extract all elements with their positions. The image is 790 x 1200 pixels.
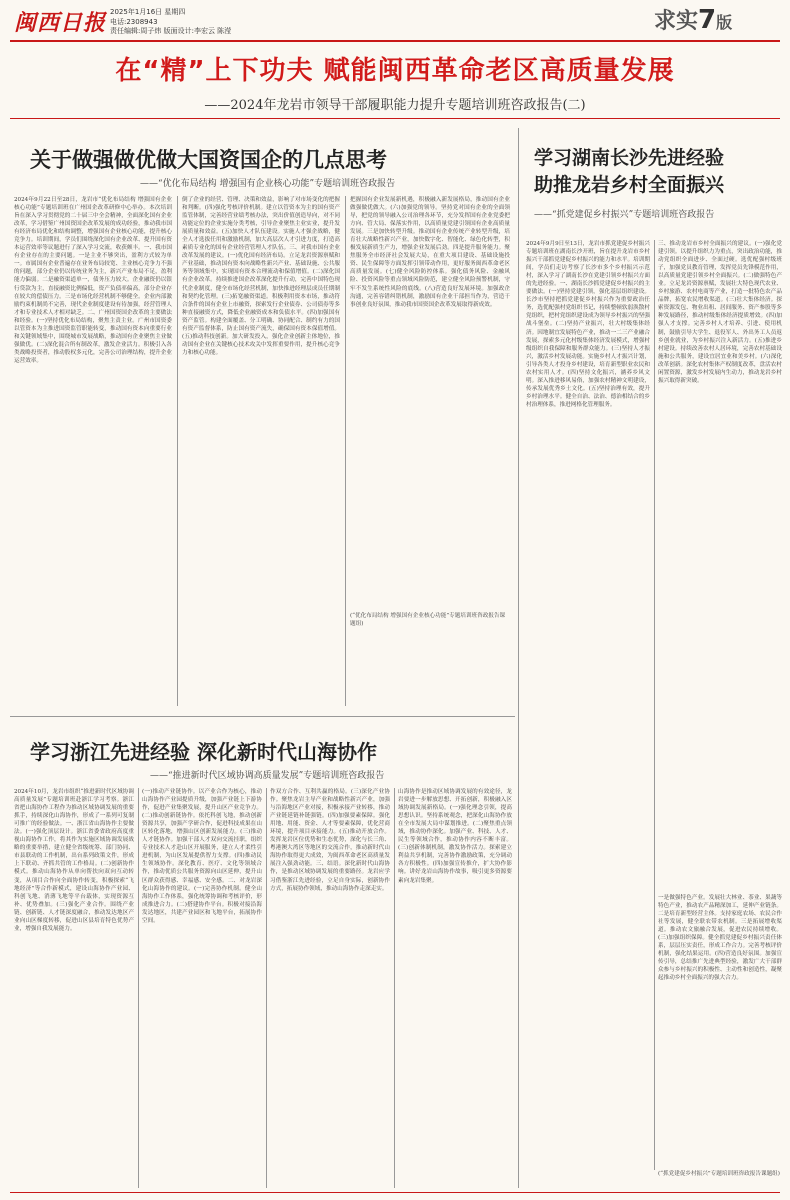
section-name: 求实	[654, 9, 699, 34]
section-rule	[10, 716, 515, 717]
article2-title-line1: 学习湖南长沙先进经验	[534, 147, 725, 169]
main-divider	[518, 128, 519, 1188]
masthead-rule	[10, 40, 780, 42]
article2-column-1: 2024年9月9日至13日，龙岩市抓党建促乡村振兴专题培训班在湖南长沙开班，旨在提升龙岩市乡村振兴干部抓党建促乡村振兴的能力和水平。培训期间，学员们走访考察了长沙市多个乡村振兴示范村，深入学习了湖南长沙在党建引领乡村振兴方面的先进经验。一、湖南长沙抓党建促乡村振兴的主要做法。(一)坚持党建引领，强化基层组织建设。长沙市坚持把抓党建促乡村振兴作为重要政治任务，选优配强村党组织书记，持续整顿软弱涣散村党组织，把村党组织建设成为领导乡村振兴的坚强战斗堡垒。(二)坚持产业振兴，壮大村级集体经济。因地制宜发展特色产业，推动一二三产业融合发展，探索多元化村级集体经济发展模式，增强村级组织自我保障和服务群众能力。(三)坚持人才振兴，激活乡村发展动能。实施乡村人才振兴计划，引导各类人才投身乡村建设，培育新型职业农民和农村实用人才。(四)坚持文化振兴，涵养乡风文明。深入推进移风易俗，加强农村精神文明建设，传承发展优秀乡土文化。(五)坚持治理有效，提升乡村治理水平。健全自治、法治、德治相结合的乡村治理体系，推进网格化管理服务。	[526, 241, 650, 408]
article3-column-1: 2024年10月，龙岩市组织“推进新时代区域协调高质量发展”专题培训班赴浙江学习考察。浙江省把山海协作工程作为推动区域协调发展的重要抓手，持续深化山海协作，形成了一系列可复制可推广的经验做法。一、浙江省山海协作主要做法。(一)强化顶层设计。浙江省委省政府高度重视山海协作工作，将其作为实施区域协调发展战略的重要举措，建立健全省级统筹、部门协同、市县联动的工作机制，出台系列政策文件，形成上下联动、齐抓共管的工作格局。(二)创新协作模式。推动山海协作从单向帮扶向双向互动转变，从项目合作向全面协作转变，积极探索“飞地经济”等合作新模式，建设山海协作产业园、科创飞地、消薄飞地等平台载体，实现资源互补、优势叠加。(三)强化产业合作。围绕产业链、创新链、人才链深度融合，推动发达地区产业向山区梯度转移，促进山区县培育特色优势产业，增强自我发展能力。	[14, 789, 134, 932]
section-header	[654, 4, 732, 35]
page-number: 7	[698, 5, 717, 35]
column-divider	[177, 196, 178, 706]
article1-column-3: 把握国有企业发展新机遇，积极融入新发展格局，推动国有企业做强做优做大。(六)加强党的领导。坚持党对国有企业的全面领导，把党的领导融入公司治理各环节，充分发挥国有企业党委把方向、管大局、保落实作用，以高质量党建引领国有企业高质量发展。三是加快转型升级。推动国有企业传统产业转型升级，培育壮大战略性新兴产业，加快数字化、智能化、绿色化转型，积极发展新质生产力，增强企业发展后劲。四是提升服务能力。聚焦服务全市经济社会发展大局，在重大项目建设、基础设施投资、民生保障等方面发挥引领带动作用，更好服务闽西革命老区高质量发展。(七)健全风险防控体系。强化债务风险、金融风险、投资风险等重点领域风险防范，建立健全风险预警机制，守牢不发生系统性风险的底线。(八)营造良好发展环境。加强政企沟通，完善容错纠错机制，激励国有企业干部担当作为，营造干事创业良好氛围，推动我市国资国企改革发展取得新成效。	[350, 197, 510, 308]
column-divider	[654, 240, 655, 1170]
article1-column-2: 倒了企业的经营、管理、决策和效益，影响了对市场变化的把握和判断。(四)强化考核评价机制。建立以管资本为主的国有资产监管体制，完善经营业绩考核办法，突出价值创造导向，对不同功能定位的企业实施分类考核，引导企业聚焦主业实业，提升发展质量和效益。(五)加快人才队伍建设。实施人才强企战略，健全人才选拔任用和激励机制，加大高层次人才引进力度，打造高素质专业化的国有企业经营管理人才队伍。三、对我市国有企业改革发展的建议。(一)优化国有经济布局。立足龙岩资源禀赋和产业基础，推动国有资本向战略性新兴产业、基础设施、公共服务等领域集中，实现国有资本合理流动和保值增值。(二)深化国有企业改革。持续推进国企改革深化提升行动，完善中国特色现代企业制度，健全市场化经营机制，加快推进经理层成员任期制和契约化管理。(三)拓宽融资渠道。积极利用资本市场，推动符合条件的国有企业上市融资，探索发行企业债券、公司债券等多种直接融资方式，降低企业融资成本和负债水平。(四)加强国有资产监管。构建全面覆盖、分工明确、协同配合、制约有力的国有资产监督体系，防止国有资产流失，确保国有资本保值增值。(五)推动科技创新。加大研发投入，强化企业创新主体地位，推动国有企业在关键核心技术攻关中发挥重要作用，提升核心竞争力和核心功能。	[182, 197, 340, 356]
issue-date: 2025年1月16日 星期四	[110, 8, 186, 16]
article2-subtitle: ——“抓党建促乡村振兴”专题培训班咨政报告	[534, 210, 715, 220]
page-bottom-rule	[10, 1192, 780, 1193]
article2-title	[534, 145, 724, 199]
article2-title-line2: 助推龙岩乡村全面振兴	[534, 174, 725, 196]
phone: 电话:2308943	[110, 17, 158, 26]
article3-column-4: 山海协作是推动区域协调发展的有效途径，龙岩要进一步解放思想、开拓创新，积极融入区域协调发展新格局。(一)强化理念引领，提高思想认识。坚持系统观念，把深化山海协作放在全市发展大局中谋划推进。(二)聚焦重点领域，推动协作深化。加强产业、科技、人才、民生等领域合作，推动协作内容不断丰富。(三)创新体制机制，激发协作活力。探索建立利益共享机制，完善协作激励政策，充分调动各方积极性。(四)加强宣传推介，扩大协作影响。讲好龙岩山海协作故事，吸引更多资源要素向龙岩集聚。	[398, 789, 512, 884]
article2-column-2: 三、推动龙岩市乡村全面振兴的建议。(一)强化党建引领。以提升组织力为重点，突出政治功能，推动党组织全面进步、全面过硬。选优配强村级班子，加强党员教育管理，发挥党员先锋模范作用，以高质量党建引领乡村全面振兴。(二)做强特色产业。立足龙岩资源禀赋，发展壮大特色现代农业、乡村旅游、农村电商等产业，打造一批特色农产品品牌，拓宽农民增收渠道。(三)壮大集体经济。探索资源发包、物业出租、居间服务、资产参股等多种发展路径，推动村级集体经济提质增效。(四)加强人才支撑。完善乡村人才培养、引进、使用机制，鼓励引导大学生、退役军人、外出务工人员返乡创业就业，为乡村振兴注入新活力。(五)推进乡村建设。持续改善农村人居环境，完善农村基础设施和公共服务，建设宜居宜业和美乡村。(六)深化改革创新。深化农村集体产权制度改革，盘活农村闲置资源，激发乡村发展内生动力，推动龙岩乡村振兴取得新突破。	[658, 241, 782, 384]
editors: 责任编辑:周子炜 版面设计:李宏云 陈滢	[110, 27, 232, 35]
article3-column-3: 作双方合作、互利共赢的格局。(三)深化产业协作。聚焦龙岩主导产业和战略性新兴产业，加强与沿海地区产业对接，积极承接产业转移，推动产业链延链补链强链。(四)加强要素保障。强化用地、用能、资金、人才等要素保障，优化营商环境，提升项目承接能力。(五)推动开放合作。发挥龙岩区位优势和生态优势，深化与长三角、粤港澳大湾区等地区的交流合作，推动新时代山海协作取得更大成效，为闽西革命老区高质量发展注入强劲动能。三、结语。深化新时代山海协作，是推动区域协调发展的重要路径。龙岩应学习借鉴浙江先进经验，立足自身实际，创新协作方式，拓展协作领域，推动山海协作走深走实。	[270, 789, 390, 892]
page-subheadline: ——2024年龙岩市领导干部履职能力提升专题培训班咨政报告(二)	[204, 98, 586, 113]
column-divider	[138, 788, 139, 1188]
column-divider	[394, 788, 395, 1188]
article1-column-1: 2024年9月22日至28日，龙岩市“优化布局结构 增强国有企业核心功能”专题培训班在广州国企改革研修中心举办。本次培训旨在深入学习贯彻党的二十届三中全会精神，全面深化国有企业改革，学习借鉴广州国资国企改革发展的成功经验，推动我市国有经济布局优化和结构调整，增强国有企业核心功能，提升核心竞争力。培训期间，学员们围绕深化国有企业改革、提升国有资本运营效率等议题进行了深入学习交流，收获颇丰。一、我市国有企业存在的主要问题。一是主业不够突出，盈利方式较为单一。市属国有企业普遍存在业务布局较宽、主业核心竞争力不强的问题，部分企业仍以传统业务为主，新兴产业布局不足，盈利能力偏弱。二是融资渠道单一，债务压力较大。企业融资仍以银行贷款为主，直接融资比例偏低，资产负债率偏高，部分企业存在较大的偿债压力。三是市场化经营机制不够健全。企业内部激励约束机制尚不完善，现代企业制度建设有待加强，经营管理人才和专业技术人才相对缺乏。二、广州国资国企改革的主要做法和经验。(一)坚持优化布局结构，聚焦主责主业。广州市国资委以管资本为主推进国资监管职能转变，推动国有资本向重要行业和关键领域集中，围绕城市发展战略，推动国有企业聚焦主业做强做优。(二)深化混合所有制改革，激发企业活力。积极引入各类战略投资者，推动股权多元化，完善公司治理结构，提升企业运营效率。	[14, 197, 172, 364]
article1-subtitle: ——“优化布局结构 增强国有企业核心功能”专题培训班咨政报告	[140, 179, 396, 189]
banner-rule	[10, 118, 780, 119]
article2-footnote: (“抓党建促乡村振兴”专题培训班咨政报告课题组)	[658, 1171, 780, 1177]
column-divider	[345, 196, 346, 706]
article1-footnote: (“优化布局结构 增强国有企业核心功能”专题培训班咨政报告课题组)	[350, 613, 506, 627]
page-headline: 在“精”上下功夫 赋能闽西革命老区高质量发展	[115, 56, 675, 86]
masthead-info	[110, 8, 231, 37]
newspaper-logo: 闽西日报	[14, 10, 107, 36]
article3-subtitle: ——“推进新时代区域协调高质量发展”专题培训班咨政报告	[150, 771, 385, 781]
article3-title: 学习浙江先进经验 深化新时代山海协作	[30, 740, 377, 764]
page-suffix: 版	[716, 13, 733, 32]
article1-title: 关于做强做优做大国资国企的几点思考	[30, 148, 387, 172]
article2-column-3: 一是做强特色产业。发展壮大林业、茶业、果蔬等特色产业，推动农产品精深加工，延伸产业链条。二是培育新型经营主体。支持家庭农场、农民合作社等发展，健全联农带农机制。三是拓展增收渠道。推动农文旅融合发展，促进农民持续增收。(三)加强组织保障。健全抓党建促乡村振兴责任体系，层层压实责任，形成工作合力。完善考核评价机制，强化结果运用。(四)营造良好氛围。加强宣传引导，总结推广先进典型经验，激发广大干部群众参与乡村振兴的积极性、主动性和创造性，凝聚起推动乡村全面振兴的强大合力。	[658, 895, 782, 982]
article3-column-2: (一)推动产业链协作。以产业合作为核心，推动山海协作产业园提质升级，加强产业链上下游协作，促进产业集聚发展，提升山区产业竞争力。(二)推动创新链协作。依托科创飞地，推动创新资源共享，加强产学研合作，促进科技成果在山区转化落地，增强山区创新发展能力。(三)推动人才链协作。加强干部人才双向交流挂职，组织专业技术人才赴山区开展服务，建立人才柔性引进机制，为山区发展提供智力支撑。(四)推动民生领域协作。深化教育、医疗、文化等领域合作，推动优质公共服务资源向山区延伸，提升山区群众获得感、幸福感、安全感。二、对龙岩深化山海协作的建议。(一)完善协作机制。健全山海协作工作体系，强化统筹协调和考核评价，形成推进合力。(二)搭建协作平台。积极对接沿海发达地区，共建产业园区和飞地平台，拓展协作空间。	[142, 789, 262, 924]
column-divider	[266, 788, 267, 1188]
